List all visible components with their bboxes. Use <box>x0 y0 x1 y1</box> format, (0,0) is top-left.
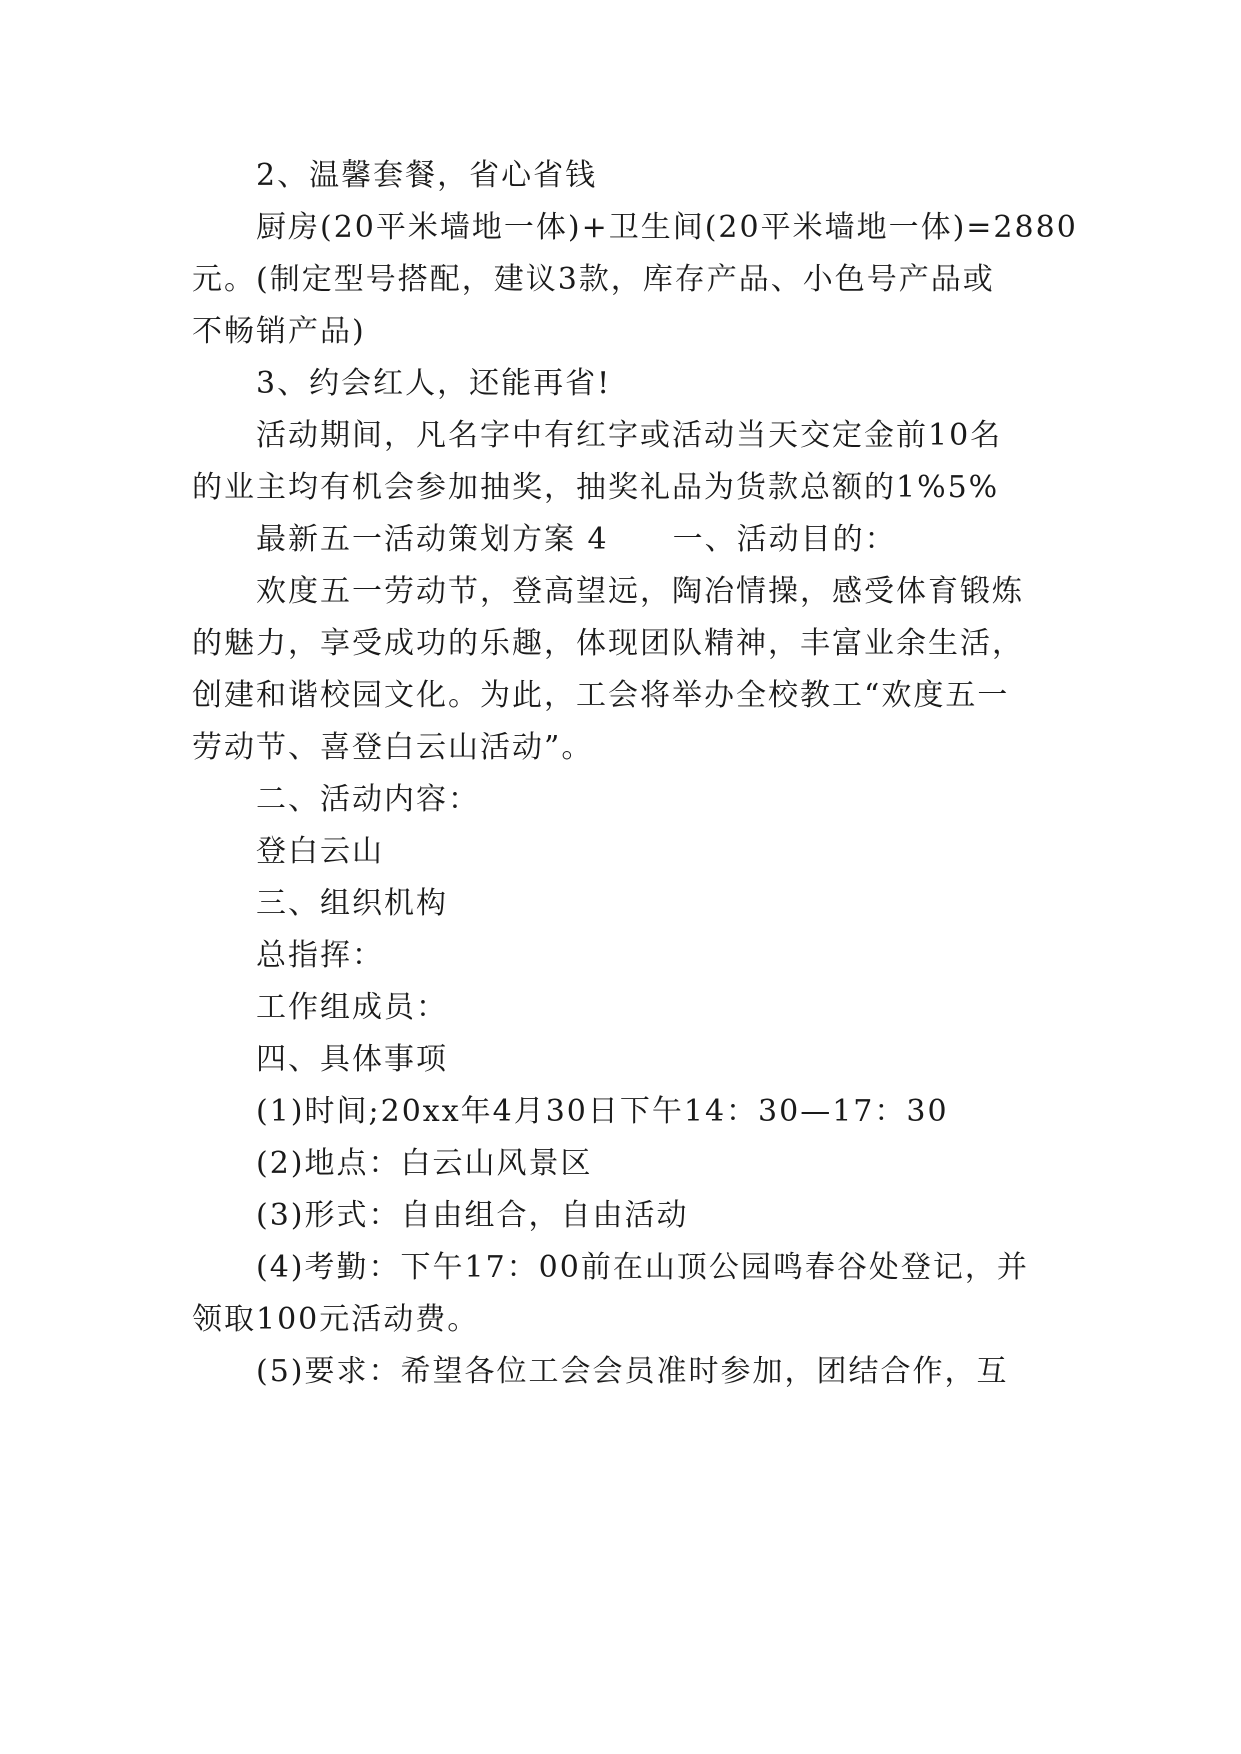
paragraph-line: 领取100元活动费。 <box>192 1302 480 1337</box>
paragraph-line: 活动期间，凡名字中有红字或活动当天交定金前10名 <box>256 418 1003 453</box>
paragraph-line: 的魅力，享受成功的乐趣，体现团队精神，丰富业余生活， <box>192 626 1024 661</box>
paragraph-line: 欢度五一劳动节，登高望远，陶冶情操，感受体育锻炼 <box>256 574 1024 609</box>
heading-specific-items: 四、具体事项 <box>256 1042 448 1077</box>
paragraph-line: 厨房(20平米墙地一体)+卫生间(20平米墙地一体)=2880 <box>256 210 1078 245</box>
paragraph-line: 元。(制定型号搭配，建议3款，库存产品、小色号产品或 <box>192 262 995 297</box>
list-item-requirements: (5)要求：希望各位工会会员准时参加，团结合作，互 <box>256 1354 1009 1389</box>
list-item-attendance: (4)考勤：下午17：00前在山顶公园鸣春谷处登记，并 <box>256 1250 1029 1285</box>
paragraph-line: 不畅销产品) <box>192 314 366 349</box>
heading-date-red: 3、约会红人，还能再省! <box>256 366 612 401</box>
paragraph-line: 创建和谐校园文化。为此，工会将举办全校教工“欢度五一 <box>192 678 1010 713</box>
heading-activity-content: 二、活动内容： <box>256 782 480 817</box>
paragraph-line: 登白云山 <box>256 834 384 869</box>
list-item-time: (1)时间;20xx年4月30日下午14：30—17：30 <box>256 1094 949 1129</box>
list-item-format: (3)形式：自由组合，自由活动 <box>256 1198 689 1233</box>
heading-organization: 三、组织机构 <box>256 886 448 921</box>
paragraph-line: 工作组成员： <box>256 990 448 1025</box>
heading-warm-package: 2、温馨套餐，省心省钱 <box>256 158 598 193</box>
paragraph-line: 的业主均有机会参加抽奖，抽奖礼品为货款总额的1%5% <box>192 470 1000 505</box>
list-item-location: (2)地点：白云山风景区 <box>256 1146 593 1181</box>
paragraph-line: 劳动节、喜登白云山活动”。 <box>192 730 594 765</box>
section-title: 最新五一活动策划方案 4 一、活动目的： <box>256 522 897 557</box>
paragraph-line: 总指挥： <box>256 938 384 973</box>
